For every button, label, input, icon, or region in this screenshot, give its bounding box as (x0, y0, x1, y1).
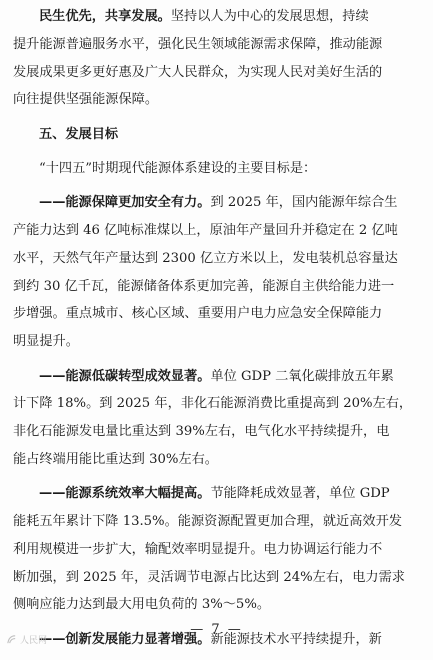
line-text: 能占终端用能比重达到 30%左右。 (13, 451, 218, 467)
text-line (13, 300, 427, 328)
paragraph (13, 189, 427, 356)
text-line (13, 536, 427, 564)
page-number: — 7 — (190, 622, 243, 637)
line-text: 利用规模进一步扩大，输配效率明显提升。电力协调运行能力不 (13, 541, 383, 557)
paragraph (13, 363, 427, 474)
text-line (13, 446, 427, 474)
line-text: 节能降耗成效显著，单位 GDP (210, 486, 390, 502)
text-line (13, 121, 427, 149)
text-line (13, 189, 427, 217)
line-text: 步增强。重点城市、核心区域、重要用户电力应急安全保障能力 (13, 306, 383, 322)
lead-phrase: ——能源保障更加安全有力。 (39, 195, 211, 211)
lead-phrase: ——能源低碳转型成效显著。 (39, 368, 211, 384)
text-line (13, 217, 427, 245)
text-line (13, 273, 427, 301)
line-text: 单位 GDP 二氧化碳排放五年累 (210, 368, 394, 384)
paragraph (13, 480, 427, 619)
text-line (13, 59, 427, 87)
lead-phrase: ——创新发展能力显著增强。 (39, 631, 211, 647)
text-line (13, 390, 427, 418)
text-line (13, 480, 427, 508)
line-text: 明显提升。 (13, 334, 79, 350)
text-line (13, 155, 427, 183)
line-text: 新能源技术水平持续提升，新 (210, 631, 382, 647)
text-line (13, 564, 427, 592)
body-text (13, 3, 427, 660)
line-text: 到约 30 亿千瓦，能源储备体系更加完善，能源自主供给能力进一 (13, 278, 395, 294)
line-text: 向往提供坚强能源保障。 (13, 92, 159, 108)
line-text: 水平，天然气年产量达到 2300 亿立方米以上，发电装机总容量达 (13, 250, 398, 266)
lead-phrase: 民生优先，共享发展。 (39, 9, 171, 24)
text-line (13, 328, 427, 356)
line-text: 计下降 18%。到 2025 年，非化石能源消费比重提高到 20%左右， (13, 396, 413, 412)
line-text: 坚持以人为中心的发展思想，持续 (170, 9, 369, 24)
paragraph (13, 155, 427, 183)
line-text: 产能力达到 46 亿吨标准煤以上，原油年产量回升并稳定在 2 亿吨 (13, 223, 398, 239)
text-line (13, 245, 427, 273)
line-text: 断加强，到 2025 年，灵活调节电源占比达到 24%左右，电力需求 (13, 569, 405, 585)
line-text: “十四五”时期现代能源体系建设的主要目标是： (39, 160, 317, 176)
section-heading (13, 121, 427, 149)
line-text: 能耗五年累计下降 13.5%。能源资源配置更加合理，就近高效开发 (13, 514, 402, 530)
text-line (13, 363, 427, 391)
text-line (13, 3, 427, 31)
line-text: 到 2025 年，国内能源年综合生 (210, 195, 398, 211)
watermark (6, 633, 47, 646)
line-text: 侧响应能力达到最大用电负荷的 3%～5%。 (13, 597, 271, 613)
watermark-text: 人民网 (20, 636, 48, 646)
watermark-logo-icon (6, 634, 17, 645)
line-text: 五、发展目标 (39, 126, 119, 142)
text-line (13, 591, 427, 619)
text-line (13, 418, 427, 446)
text-line (13, 508, 427, 536)
line-text: 发展成果更多更好惠及广大人民群众，为实现人民对美好生活的 (13, 64, 383, 80)
paragraph (13, 3, 427, 114)
lead-phrase: ——能源系统效率大幅提高。 (39, 486, 211, 502)
text-line (13, 86, 427, 114)
line-text: 非化石能源发电量比重达到 39%左右，电气化水平持续提升，电 (13, 424, 390, 440)
text-line (13, 31, 427, 59)
line-text: 提升能源普遍服务水平，强化民生领域能源需求保障，推动能源 (13, 36, 383, 52)
